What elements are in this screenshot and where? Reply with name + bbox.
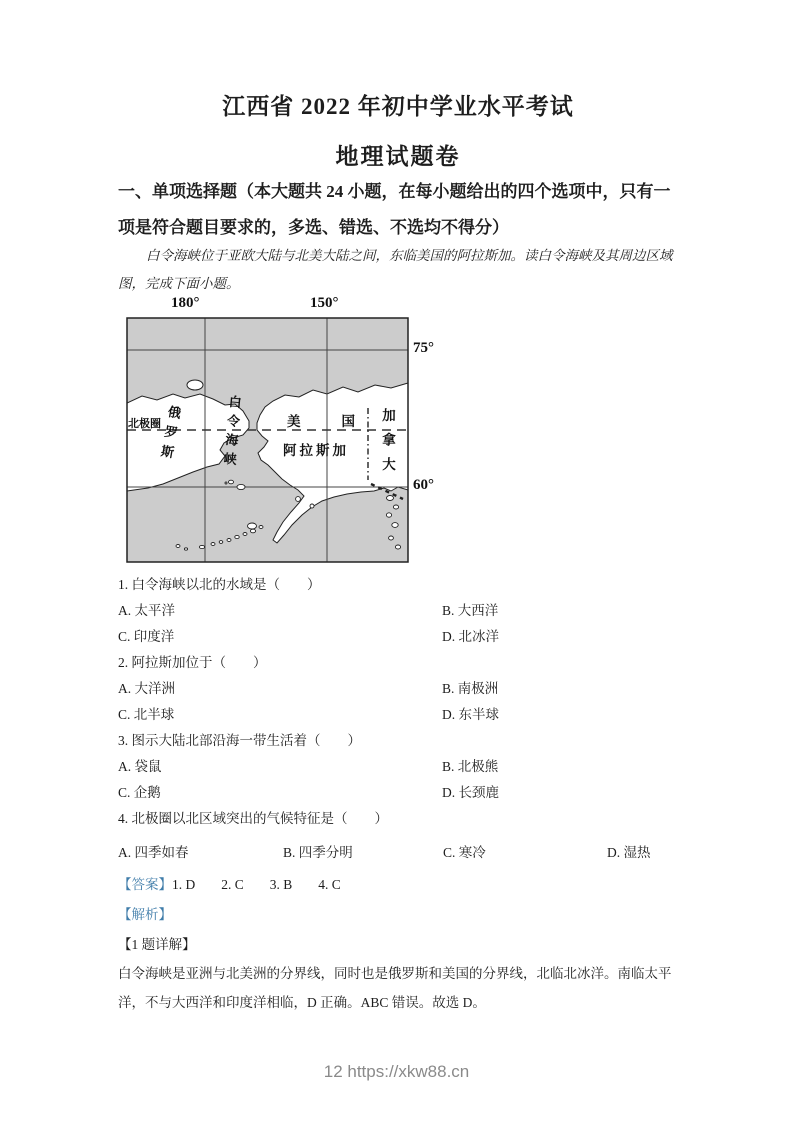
question-1-option-a: A. 太平洋 [118,603,175,618]
answer-row [118,872,680,898]
question-1-option-c: C. 印度洋 [118,629,175,644]
section-header: 一、单项选择题（本大题共 24 小题，在每小题给出的四个选项中，只有一项是符合题目要求的，多选、错选、不选均不得分） [118,182,671,237]
question-1-stem: 1. 白令海峡以北的水域是（ ） [118,577,321,592]
question-2-option-b: B. 南极洲 [442,681,499,696]
answer-item-4: 4. C [318,877,341,892]
question-4-option-b: B. 四季分明 [283,845,353,860]
question-3-option-d: D. 长颈鹿 [442,785,499,800]
answer-item-2: 2. C [221,877,244,892]
map-label-usa: 美国 [287,414,396,429]
question-3-option-b: B. 北极熊 [442,759,499,774]
question-4-option-c: C. 寒冷 [443,845,486,860]
doc-subtitle: 地理试题卷 [335,144,461,169]
map-lat-label-60: 60° [413,477,434,493]
answer-item-1: 1. D [172,877,196,892]
question-2-option-c: C. 北半球 [118,707,175,722]
question-2-stem: 2. 阿拉斯加位于（ ） [118,655,267,670]
question-3-option-c: C. 企鹅 [118,785,161,800]
map-lat-label-75: 75° [413,340,434,356]
footer-watermark: 12 https://xkw88.cn [323,1062,470,1081]
question-3-stem: 3. 图示大陆北部沿海一带生活着（ ） [118,733,361,748]
question-4-stem: 4. 北极圈以北区域突出的气候特征是（ ） [118,811,388,826]
question-1-option-b: B. 大西洋 [442,603,499,618]
analysis-detail-text: 白令海峡是亚洲与北美洲的分界线，同时也是俄罗斯和美国的分界线，北临北冰洋。南临太平洋，不与大西洋和印度洋相临，D 正确。ABC 错误。故选 D。 [118,966,672,1010]
map-lon-label-180: 180° [171,295,200,311]
question-3-option-a: A. 袋鼠 [118,759,162,774]
bering-strait-map [115,295,460,570]
question-2-option-a: A. 大洋洲 [118,681,175,696]
map-label-arctic-circle: 北极圈 [128,418,161,430]
map-lon-label-150: 150° [310,295,339,311]
question-4-option-d: D. 湿热 [607,845,651,860]
question-intro: 白令海峡位于亚欧大陆与北美大陆之间，东临美国的阿拉斯加。读白令海峡及其周边区域图，完成下面小题。 [118,248,673,291]
analysis-detail-header: 【1 题详解】 [118,937,196,952]
map-label-russia: 俄罗斯 [156,404,183,466]
answer-item-3: 3. B [269,877,293,892]
map-label-canada: 加拿大 [380,408,395,482]
map-label-alaska: 阿拉斯加 [283,443,349,458]
analysis-label: 【解析】 [118,907,172,922]
answer-label: 【答案】 [118,877,172,892]
question-2-option-d: D. 东半球 [442,707,499,722]
question-1-option-d: D. 北冰洋 [442,629,499,644]
map-label-bering-strait: 白令海峡 [220,394,243,472]
question-4-option-a: A. 四季如春 [118,845,189,860]
question-block [118,572,680,1017]
doc-title: 江西省 2022 年初中学业水平考试 [222,94,574,119]
